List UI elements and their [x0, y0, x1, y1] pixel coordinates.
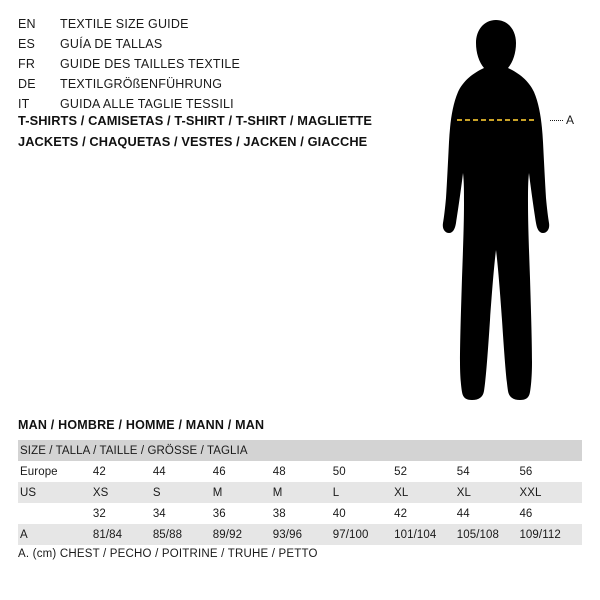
table-cell: 36	[213, 503, 273, 524]
table-cell: 97/100	[333, 524, 394, 545]
language-code: IT	[18, 97, 30, 111]
table-cell: 101/104	[394, 524, 457, 545]
chest-measure-line	[400, 10, 600, 410]
table-cell: 50	[333, 461, 394, 482]
language-code: EN	[18, 17, 36, 31]
language-code: FR	[18, 57, 36, 71]
language-row	[18, 74, 398, 94]
table-cell: XL	[394, 482, 457, 503]
table-cell: L	[333, 482, 394, 503]
table-cell: 42	[93, 461, 153, 482]
row-label-europe: Europe	[18, 461, 93, 482]
table-cell: 56	[519, 461, 582, 482]
row-label-us: US	[18, 482, 93, 503]
table-cell: 46	[213, 461, 273, 482]
table-cell: 93/96	[273, 524, 333, 545]
table-cell: 89/92	[213, 524, 273, 545]
table-cell: M	[213, 482, 273, 503]
table-cell: 48	[273, 461, 333, 482]
table-cell: 32	[93, 503, 153, 524]
table-cell: 34	[153, 503, 213, 524]
table-cell: 109/112	[519, 524, 582, 545]
table-cell: XS	[93, 482, 153, 503]
language-text: GUIDA ALLE TAGLIE TESSILI	[60, 97, 234, 111]
table-cell: 46	[519, 503, 582, 524]
category-tshirts: T-SHIRTS / CAMISETAS / T-SHIRT / T-SHIRT / MAGLIETTE	[18, 113, 373, 128]
row-label-blank	[18, 503, 93, 524]
size-table	[18, 440, 582, 545]
table-row	[18, 482, 582, 503]
table-cell: 42	[394, 503, 457, 524]
language-code: DE	[18, 77, 36, 91]
language-row	[18, 54, 398, 74]
language-row	[18, 14, 398, 34]
language-row	[18, 34, 398, 54]
table-title: MAN / HOMBRE / HOMME / MANN / MAN	[18, 418, 265, 432]
table-cell: M	[273, 482, 333, 503]
language-text: GUIDE DES TAILLES TEXTILE	[60, 57, 241, 71]
row-label-a: A	[18, 524, 93, 545]
category-jackets: JACKETS / CHAQUETAS / VESTES / JACKEN / GIACCHE	[18, 134, 368, 149]
table-cell: 52	[394, 461, 457, 482]
table-cell: 44	[457, 503, 520, 524]
language-guide-block	[18, 14, 398, 114]
table-cell: 54	[457, 461, 520, 482]
table-row	[18, 503, 582, 524]
language-text: TEXTILE SIZE GUIDE	[60, 17, 189, 31]
table-header-label: SIZE / TALLA / TAILLE / GRÖSSE / TAGLIA	[18, 440, 582, 461]
table-footnote: A. (cm) CHEST / PECHO / POITRINE / TRUHE / PETTO	[18, 548, 318, 560]
table-cell: XXL	[519, 482, 582, 503]
language-code: ES	[18, 37, 36, 51]
table-cell: 44	[153, 461, 213, 482]
table-cell: 105/108	[457, 524, 520, 545]
table-cell: S	[153, 482, 213, 503]
table-cell: 38	[273, 503, 333, 524]
table-row	[18, 461, 582, 482]
table-cell: 40	[333, 503, 394, 524]
chest-marker-label: A	[566, 113, 575, 127]
table-row	[18, 524, 582, 545]
language-text: TEXTILGRÖßENFÜHRUNG	[60, 77, 223, 91]
table-row-header	[18, 440, 582, 461]
table-cell: 81/84	[93, 524, 153, 545]
table-cell: XL	[457, 482, 520, 503]
language-text: GUÍA DE TALLAS	[60, 37, 163, 51]
marker-dash-icon	[550, 120, 563, 121]
category-block	[18, 110, 418, 152]
man-figure	[400, 10, 600, 410]
table-cell: 85/88	[153, 524, 213, 545]
